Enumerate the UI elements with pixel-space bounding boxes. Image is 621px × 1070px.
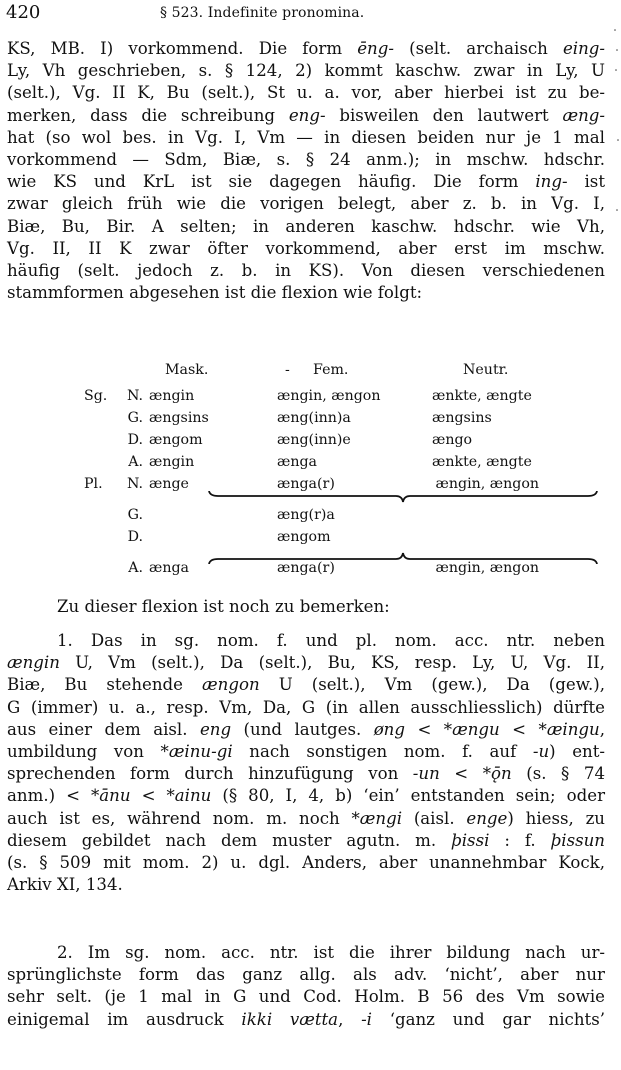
fem-form: æng(inn)e: [277, 432, 351, 448]
mask-form: ængin: [149, 388, 195, 404]
italic-form: -u: [532, 741, 550, 761]
note-1-paragraph: [7, 630, 605, 896]
text-line: (selt.), Vg. II K, Bu (selt.), St u. a. vor, aber hierbei ist zu be-: [7, 83, 605, 103]
italic-form: ikki vætta: [241, 1009, 339, 1029]
text-line: häufig (selt. jedoch z. b. in KS). Von diesen verschiedenen: [7, 260, 605, 280]
text-line: sprechenden form durch hinzufügung von -un < *ǭn (s. § 74: [7, 764, 606, 784]
case-label: G.: [127, 507, 143, 523]
text-line: KS, MB. I) vorkommend. Die form ēng- (selt. archaisch eing-: [7, 39, 605, 58]
italic-form: eng: [199, 719, 232, 739]
text-line: ængin U, Vm (selt.), Da (selt.), Bu, KS, resp. Ly, U, Vg. II,: [7, 653, 605, 673]
text-line: wie KS und KrL ist sie dagegen häufig. Die form ing- ist: [7, 172, 605, 192]
scan-speckle: [605, 20, 619, 220]
case-label: D.: [127, 432, 143, 448]
text-line: zwar gleich früh wie die vorigen belegt, aber z. b. in Vg. I,: [7, 194, 605, 214]
text-line: Vg. II, II K zwar öfter vorkommend, aber erst im mschw.: [7, 238, 605, 258]
mask-form: ængsins: [149, 410, 209, 426]
plural-brace-bottom: [208, 491, 598, 503]
number-label: Sg.: [84, 388, 108, 404]
case-label: A.: [128, 454, 143, 470]
text-line: 1. Das in sg. nom. f. und pl. nom. acc. ntr. neben: [57, 631, 605, 650]
text-line: aus einer dem aisl. eng (und lautges. øng < *ængu < *æingu,: [7, 719, 605, 739]
intro-paragraph: [7, 38, 605, 304]
text-line: G (immer) u. a., resp. Vm, Da, G (in allen ausschliesslich) dürfte: [7, 697, 605, 717]
note-2-paragraph: [7, 942, 605, 1031]
text-line: stammformen abgesehen ist die flexion wie folgt:: [7, 283, 423, 303]
italic-form: æinu-gi: [168, 741, 233, 761]
neutr-form: ængo: [432, 432, 473, 448]
text-line: vorkommend — Sdm, Biæ, s. § 24 anm.); in mschw. hdschr.: [7, 149, 605, 169]
italic-form: eing-: [562, 39, 605, 58]
case-label: D.: [127, 529, 143, 545]
mask-form: ænga: [149, 560, 190, 576]
mask-form: ængom: [149, 432, 203, 448]
column-header-fem: Fem.: [313, 362, 349, 378]
italic-form: æng-: [562, 105, 605, 125]
italic-form: -i: [361, 1009, 372, 1029]
italic-form: -un: [412, 764, 440, 784]
italic-form: æingu: [546, 719, 600, 739]
fem-form: æng(inn)a: [277, 410, 351, 426]
text-line: merken, dass die schreibung eng- bisweilen den lautwert æng-: [7, 105, 605, 125]
text-line: umbildung von *æinu-gi nach sonstigen nom. f. auf -u) ent-: [7, 741, 605, 761]
running-head: § 523. Indefinite pronomina.: [160, 5, 365, 21]
text-line: Arkiv XI, 134.: [7, 875, 123, 895]
text-line: auch ist es, während nom. m. noch *ængi (aisl. enge) hiess, zu: [7, 808, 605, 828]
italic-form: ængin: [7, 653, 60, 673]
declension-table: [60, 362, 560, 582]
column-header-fem-dash: -: [285, 362, 290, 378]
italic-form: ængon: [202, 675, 260, 695]
italic-form: ǭn: [491, 764, 512, 784]
plural-brace-top: [208, 552, 598, 564]
column-header-mask: Mask.: [165, 362, 209, 378]
text-line: Ly, Vh geschrieben, s. § 124, 2) kommt kaschw. zwar in Ly, U: [7, 61, 605, 81]
fem-form: æng(r)a: [277, 507, 335, 523]
fem-form: ænga(r): [277, 560, 335, 576]
italic-form: enge: [466, 808, 508, 828]
neutr-form: ænkte, ængte: [432, 454, 532, 470]
text-line: einigemal im ausdruck ikki vætta, -i ‘ganz und gar nichts’: [7, 1009, 605, 1029]
case-label: N.: [126, 388, 143, 404]
neutr-form: ænkte, ængte: [432, 388, 532, 404]
case-label: A.: [128, 560, 143, 576]
text-line: 2. Im sg. nom. acc. ntr. ist die ihrer bildung nach ur-: [57, 943, 605, 962]
fem-form: ænga(r): [277, 476, 335, 492]
text-line: hat (so wol bes. in Vg. I, Vm — in diesen beiden nur je 1 mal: [7, 127, 605, 147]
page-number: 420: [6, 2, 41, 23]
case-label: N.: [126, 476, 143, 492]
case-label: G.: [127, 410, 143, 426]
neutr-form: ængin, ængon: [435, 560, 539, 576]
neutr-form: ængin, ængon: [435, 476, 539, 492]
column-header-neutr: Neutr.: [463, 362, 509, 378]
remark-heading: Zu dieser flexion ist noch zu bemerken:: [57, 597, 390, 616]
italic-form: ēng-: [357, 39, 394, 58]
mask-form: ængin: [149, 454, 195, 470]
text-line: diesem gebildet nach dem muster agutn. m. þissi : f. þissun: [7, 830, 605, 850]
neutr-form: ængsins: [432, 410, 492, 426]
text-line: Biæ, Bu, Bir. A selten; in anderen kaschw. hdschr. wie Vh,: [7, 216, 605, 236]
text-line: (s. § 509 mit mom. 2) u. dgl. Anders, aber unannehmbar Kock,: [7, 852, 605, 872]
italic-form: þissi: [451, 830, 490, 850]
italic-form: øng: [373, 719, 405, 739]
italic-form: eng-: [288, 105, 326, 125]
text-line: Biæ, Bu stehende ængon U (selt.), Vm (gew.), Da (gew.),: [7, 675, 605, 695]
text-line: anm.) < *ānu < *ainu (§ 80, I, 4, b) ‘ein’ entstanden sein; oder: [7, 786, 606, 806]
page-header: [6, 2, 606, 28]
italic-form: ainu: [174, 786, 212, 806]
italic-form: ing-: [535, 172, 568, 192]
fem-form: ænga: [277, 454, 318, 470]
italic-form: ængu: [452, 719, 500, 739]
fem-form: ængin, ængon: [277, 388, 381, 404]
number-label: Pl.: [84, 476, 103, 492]
italic-form: þissun: [550, 830, 605, 850]
fem-form: ængom: [277, 529, 331, 545]
text-line: sehr selt. (je 1 mal in G und Cod. Holm. B 56 des Vm sowie: [7, 987, 605, 1007]
italic-form: ængi: [359, 808, 403, 828]
mask-form: ænge: [149, 476, 189, 492]
italic-form: ānu: [99, 786, 131, 806]
text-line: sprünglichste form das ganz allg. als adv. ‘nicht’, aber nur: [7, 965, 605, 985]
